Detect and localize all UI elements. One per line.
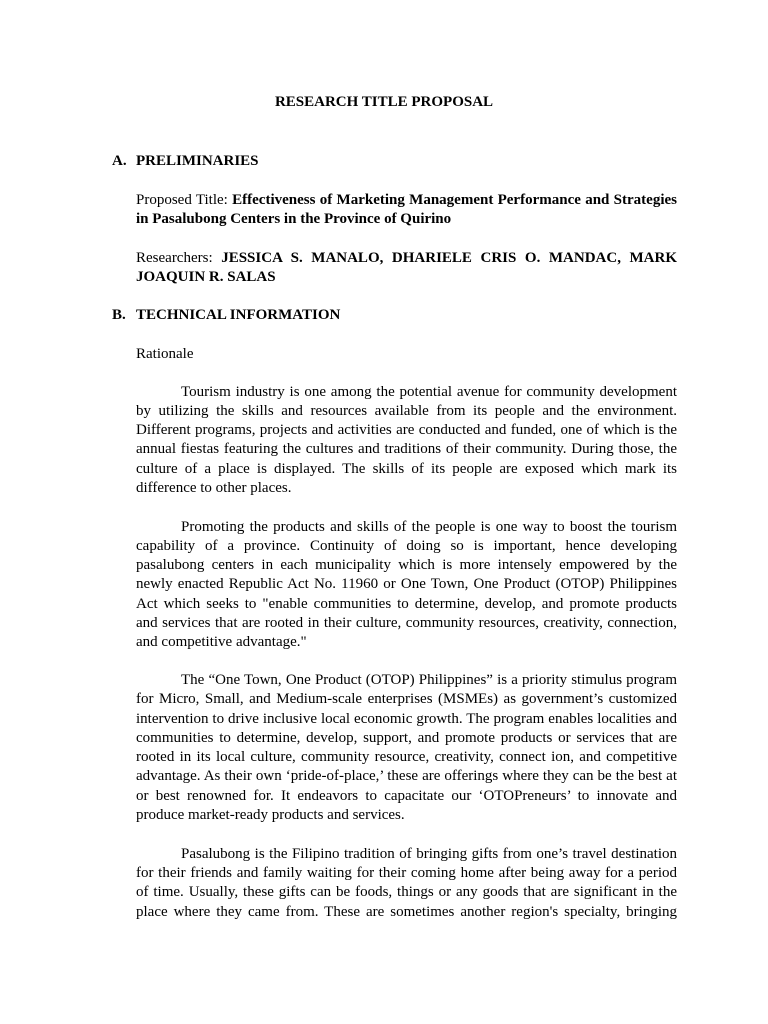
paragraph-line: of time. Usually, these gifts can be foods, things or any goods that are significant in the bbox=[136, 884, 677, 900]
paragraph-line: intervention to drive inclusive local economic growth. The program enables localities and bbox=[136, 711, 677, 727]
paragraph-line: Act which seeks to "enable communities to determine, develop, and promote products bbox=[136, 596, 677, 612]
paragraph-line: Different programs, projects and activities are conducted and funded, one of which is the bbox=[136, 422, 677, 438]
paragraph-line: difference to other places. bbox=[136, 480, 292, 496]
document-title: RESEARCH TITLE PROPOSAL bbox=[274, 94, 494, 110]
paragraph-line: The “One Town, One Product (OTOP) Philippines” is a priority stimulus program bbox=[181, 672, 677, 688]
proposed-title-line-1 bbox=[136, 191, 677, 210]
paragraph-line: or best renowned for. It endeavors to capacitate our ‘OTOPreneurs’ to innovate and bbox=[136, 788, 677, 804]
researchers-label: Researchers: bbox=[136, 250, 213, 266]
paragraph-line: culture of a place is displayed. The skills of its people are exposed which mark its bbox=[136, 461, 677, 477]
researchers-names-1: JESSICA S. MANALO, DHARIELE CRIS O. MANDAC, MARK bbox=[221, 250, 678, 266]
paragraph-line: newly enacted Republic Act No. 11960 or One Town, One Product (OTOP) Philippines bbox=[136, 576, 677, 592]
paragraph-line: by utilizing the skills and resources available from its people and the environment. bbox=[136, 403, 677, 419]
paragraph-line: advantage. As their own ‘pride-of-place,’ these are offerings where they can be the best at bbox=[136, 768, 677, 784]
paragraph-line: annual fiestas featuring the cultures and traditions of their community. During those, the bbox=[136, 441, 677, 457]
researchers-line-2: JOAQUIN R. SALAS bbox=[136, 269, 276, 285]
paragraph-line: capability of a province. Continuity of doing so is important, hence developing bbox=[136, 538, 677, 554]
paragraph-line: produce market-ready products and services. bbox=[136, 807, 405, 823]
rationale-heading: Rationale bbox=[136, 346, 194, 362]
paragraph-line: Promoting the products and skills of the people is one way to boost the tourism bbox=[181, 519, 677, 535]
paragraph-line: pasalubong centers in each municipality which is more intensely empowered by the bbox=[136, 557, 677, 573]
proposed-title-label: Proposed Title: bbox=[136, 192, 228, 208]
section-a-title: PRELIMINARIES bbox=[136, 153, 259, 169]
researchers-line-1 bbox=[136, 249, 677, 268]
paragraph-line: rooted in its local culture, community resource, creativity, connect ion, and competitive bbox=[136, 749, 677, 765]
paragraph-line: for their friends and family waiting for their coming home after being away for a period bbox=[136, 865, 677, 881]
paragraph-line: Pasalubong is the Filipino tradition of bringing gifts from one’s travel destination bbox=[181, 846, 677, 862]
paragraph-line: place where they came from. These are sometimes another region's specialty, bringing bbox=[136, 904, 677, 920]
section-b-letter: B. bbox=[112, 307, 126, 323]
paragraph-line: for Micro, Small, and Medium-scale enterprises (MSMEs) as government’s customized bbox=[136, 691, 677, 707]
section-a-letter: A. bbox=[112, 153, 127, 169]
proposed-title-text-1: Effectiveness of Marketing Management Performance and Strategies bbox=[232, 192, 677, 208]
paragraph-line: communities to determine, develop, support, and promote products or services that are bbox=[136, 730, 677, 746]
paragraph-line: Tourism industry is one among the potential avenue for community development bbox=[181, 384, 677, 400]
section-b-title: TECHNICAL INFORMATION bbox=[136, 307, 341, 323]
proposed-title-line-2: in Pasalubong Centers in the Province of Quirino bbox=[136, 211, 452, 227]
paragraph-line: and services that are rooted in their culture, community resources, creativity, connection, bbox=[136, 615, 677, 631]
paragraph-line: and competitive advantage." bbox=[136, 634, 307, 650]
